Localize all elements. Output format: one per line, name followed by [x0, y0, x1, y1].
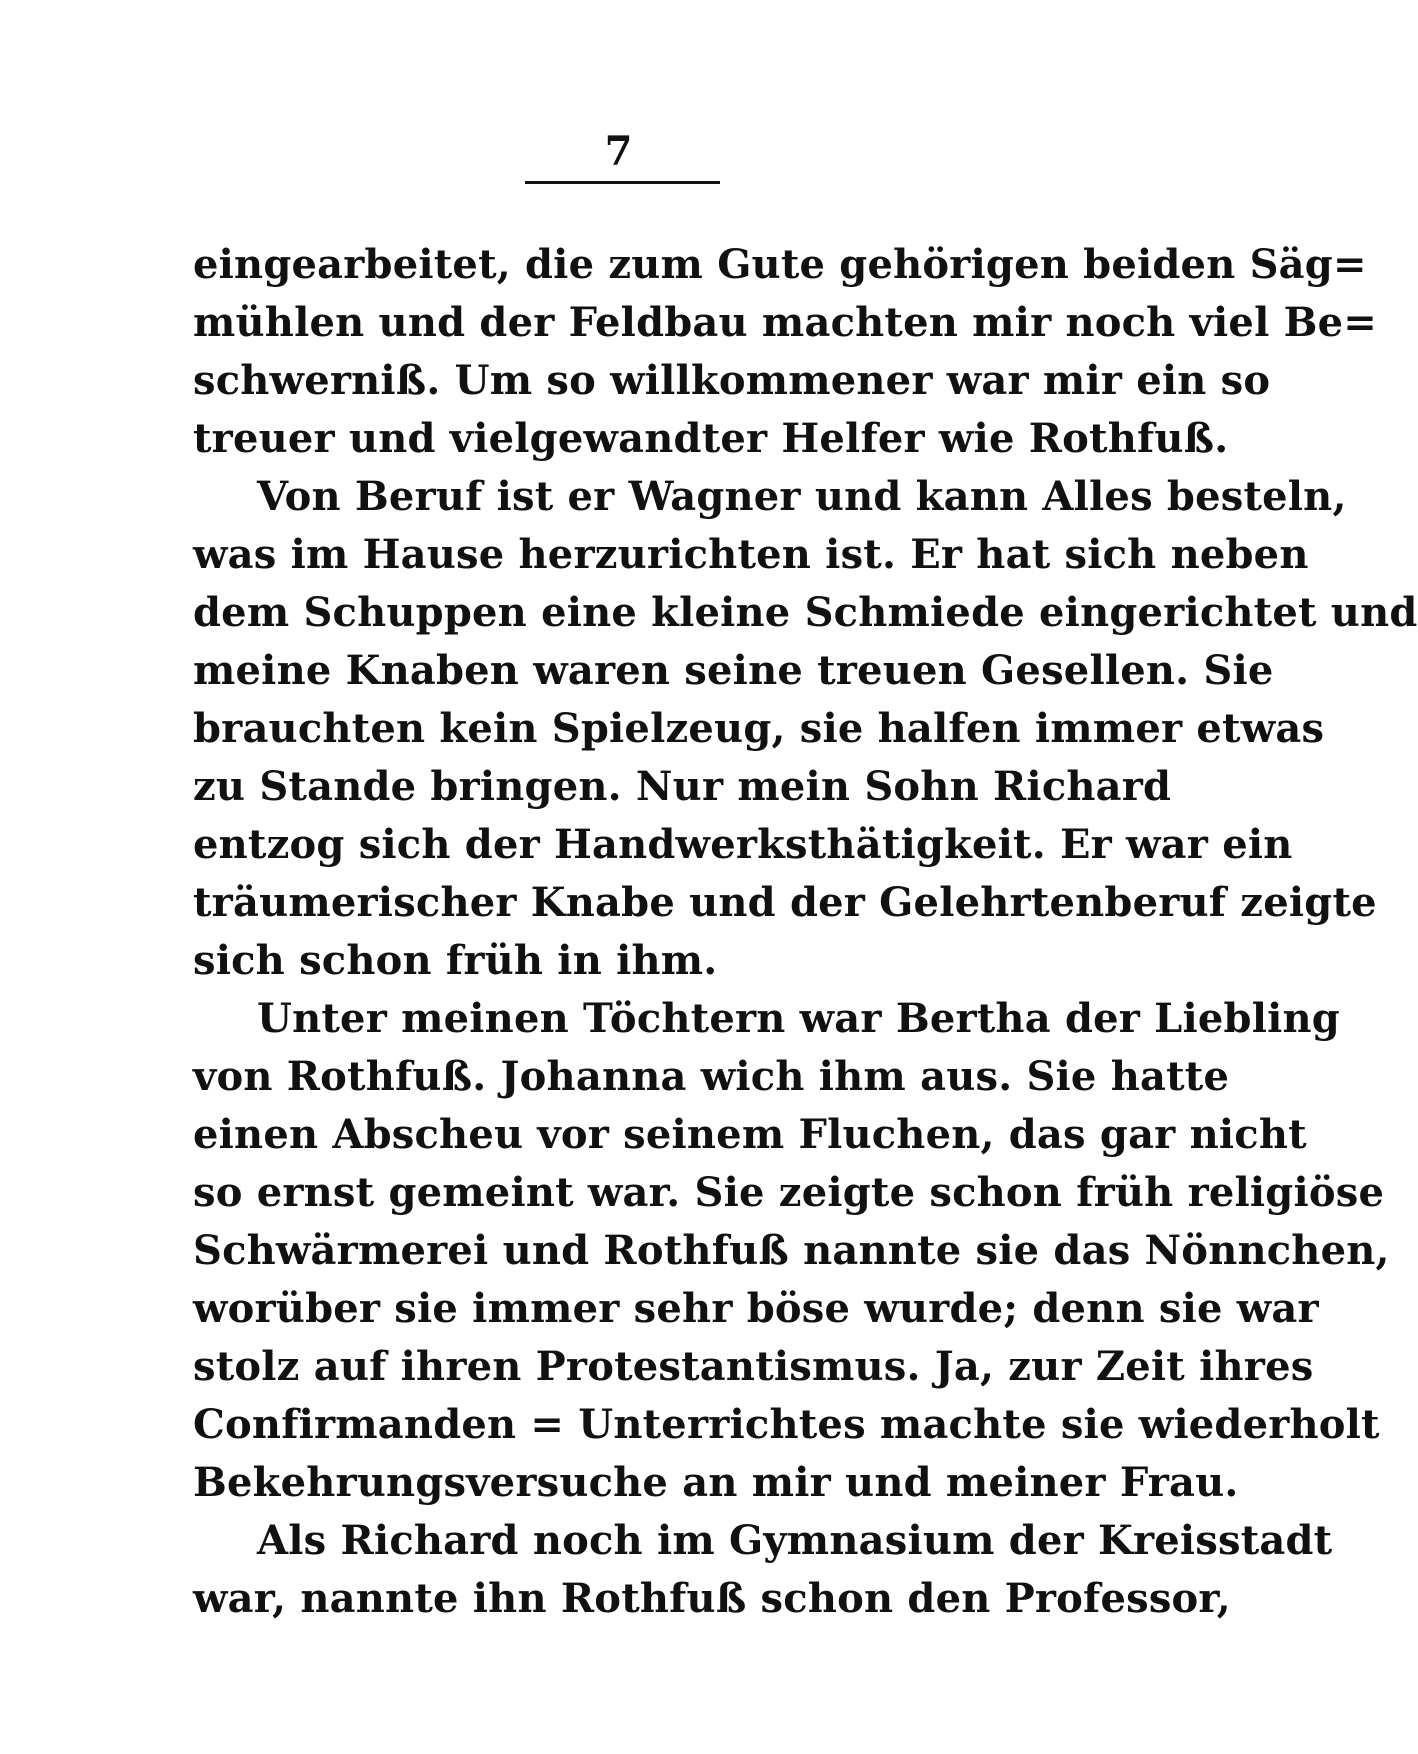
text-line: was im Hause herzurichten ist. Er hat sich neben: [193, 531, 1309, 578]
text-line: schwerniß. Um so willkommener war mir ein so: [193, 357, 1271, 404]
text-line: entzog sich der Handwerksthätigkeit. Er war ein: [193, 821, 1293, 868]
text-line: dem Schuppen eine kleine Schmiede eingerichtet und: [193, 589, 1418, 636]
text-line: brauchten kein Spielzeug, sie halfen immer etwas: [193, 705, 1325, 752]
text-line: Bekehrungsversuche an mir und meiner Frau.: [193, 1459, 1239, 1506]
text-line: stolz auf ihren Protestantismus. Ja, zur Zeit ihres: [193, 1343, 1314, 1390]
text-line: mühlen und der Feldbau machten mir noch viel Be=: [193, 299, 1377, 346]
page-number-text: 7: [604, 128, 633, 175]
text-line: treuer und vielgewandter Helfer wie Rothfuß.: [193, 415, 1229, 462]
text-line: so ernst gemeint war. Sie zeigte schon früh religiöse: [193, 1169, 1385, 1216]
text-line: träumerischer Knabe und der Gelehrtenberuf zeigte: [193, 879, 1377, 926]
page-number: [0, 128, 1241, 176]
body-text: [193, 236, 1418, 1628]
header-rule: [525, 181, 720, 184]
text-line: eingearbeitet, die zum Gute gehörigen beiden Säg=: [193, 241, 1367, 288]
text-line: Schwärmerei und Rothfuß nannte sie das Nönnchen,: [193, 1227, 1390, 1274]
text-line: Confirmanden = Unterrichtes machte sie wiederholt: [193, 1401, 1380, 1448]
text-line: worüber sie immer sehr böse wurde; denn sie war: [193, 1285, 1319, 1332]
text-line: war, nannte ihn Rothfuß schon den Professor,: [193, 1575, 1231, 1622]
text-line: zu Stande bringen. Nur mein Sohn Richard: [193, 763, 1172, 810]
text-line: meine Knaben waren seine treuen Gesellen. Sie: [193, 647, 1274, 694]
text-line: von Rothfuß. Johanna wich ihm aus. Sie hatte: [193, 1053, 1230, 1100]
text-line: Unter meinen Töchtern war Bertha der Liebling: [257, 995, 1340, 1042]
text-line: Von Beruf ist er Wagner und kann Alles besteln,: [257, 473, 1347, 520]
text-line: sich schon früh in ihm.: [193, 937, 718, 984]
text-line: einen Abscheu vor seinem Fluchen, das gar nicht: [193, 1111, 1307, 1158]
text-line: Als Richard noch im Gymnasium der Kreisstadt: [257, 1517, 1333, 1564]
